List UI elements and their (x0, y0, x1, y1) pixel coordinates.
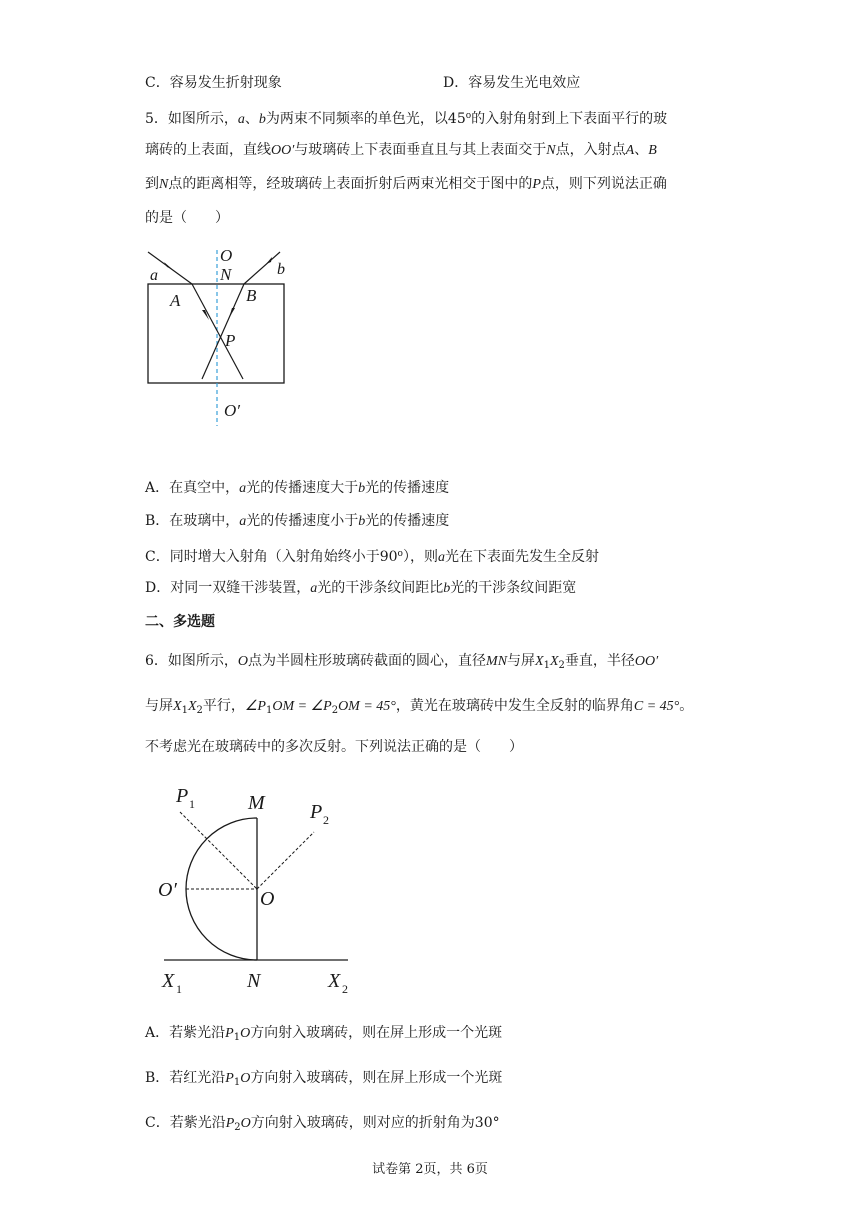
q5-stem-line2: 璃砖的上表面，直线OO′与玻璃砖上下表面垂直且与其上表面交于N点，入射点A、B (145, 142, 657, 158)
arrow-a-ref (202, 310, 209, 320)
ray-b-refracted (202, 284, 244, 379)
label-P1-sub: 1 (189, 797, 195, 811)
q6-stem-line1: 6．如图所示，O点为半圆柱形玻璃砖截面的圆心，直径MN与屏$X_1X_2$垂直，半径OO′ (145, 653, 659, 671)
q6-option-c: C．若紫光沿$P_2O$方向射入玻璃砖，则对应的折射角为30° (145, 1115, 500, 1133)
q6-figure (150, 780, 360, 1000)
label-P1: P (176, 785, 189, 807)
label-N: N (247, 970, 261, 992)
q5-figure (140, 240, 310, 435)
q6-stem-line2: 与屏$X_1X_2$平行，$\angle P_1OM$ = $\angle P_2OM = 45^\circ$，黄光在玻璃砖中发生全反射的临界角C = 45°。 (145, 698, 694, 716)
label-O: O (220, 246, 233, 265)
label-P2-sub: 2 (323, 813, 329, 827)
arrow-a-in (164, 262, 172, 269)
label-X1-sub: 1 (176, 982, 182, 996)
q5-option-b: B．在玻璃中，a光的传播速度小于b光的传播速度 (145, 513, 450, 529)
label-X2-sub: 2 (342, 982, 348, 996)
q5-option-d: D．对同一双缝干涉装置，a光的干涉条纹间距比b光的干涉条纹间距宽 (145, 580, 577, 596)
page-footer: 试卷第 2页，共 6页 (372, 1162, 488, 1177)
label-O: O (260, 888, 275, 910)
section-heading: 二、多选题 (145, 614, 215, 630)
label-B: B (246, 286, 257, 305)
arrow-b-ref (229, 308, 235, 318)
label-A: A (170, 291, 181, 310)
label-Oprime: O′ (224, 401, 240, 420)
prev-option-d: D．容易发生光电效应 (443, 75, 581, 91)
label-X1: X (162, 970, 175, 992)
label-N: N (220, 265, 232, 284)
label-M: M (248, 792, 265, 814)
q5-stem-line4: 的是（ ） (145, 210, 229, 226)
label-b: b (277, 261, 285, 278)
ray-b-incident (244, 252, 280, 284)
q6-option-a: A．若紫光沿$P_1O$方向射入玻璃砖，则在屏上形成一个光斑 (145, 1025, 503, 1043)
q6-stem-line3: 不考虑光在玻璃砖中的多次反射。下列说法正确的是（ ） (145, 739, 523, 755)
q5-stem-line3: 到N点的距离相等，经玻璃砖上表面折射后两束光相交于图中的P点，则下列说法正确 (145, 176, 667, 192)
ray-P1O (180, 812, 257, 889)
q5-option-c: C．同时增大入射角（入射角始终小于90$^o$），则a光在下表面先发生全反射 (145, 549, 599, 565)
label-P: P (225, 331, 236, 350)
q6-option-b: B．若红光沿$P_1O$方向射入玻璃砖，则在屏上形成一个光斑 (145, 1070, 503, 1088)
label-a: a (150, 267, 158, 284)
q5-stem-line1: 5．如图所示，a、b为两束不同频率的单色光，以45$^o$的入射角射到上下表面平行的玻 (145, 111, 668, 127)
label-Oprime: O′ (158, 879, 177, 901)
arrow-b-in (266, 257, 272, 264)
prev-option-c: C．容易发生折射现象 (145, 75, 282, 91)
label-X2: X (328, 970, 341, 992)
ray-P2O (257, 832, 314, 889)
q5-option-a: A．在真空中，a光的传播速度大于b光的传播速度 (145, 480, 450, 496)
glass-block (148, 284, 284, 383)
label-P2: P (310, 801, 323, 823)
